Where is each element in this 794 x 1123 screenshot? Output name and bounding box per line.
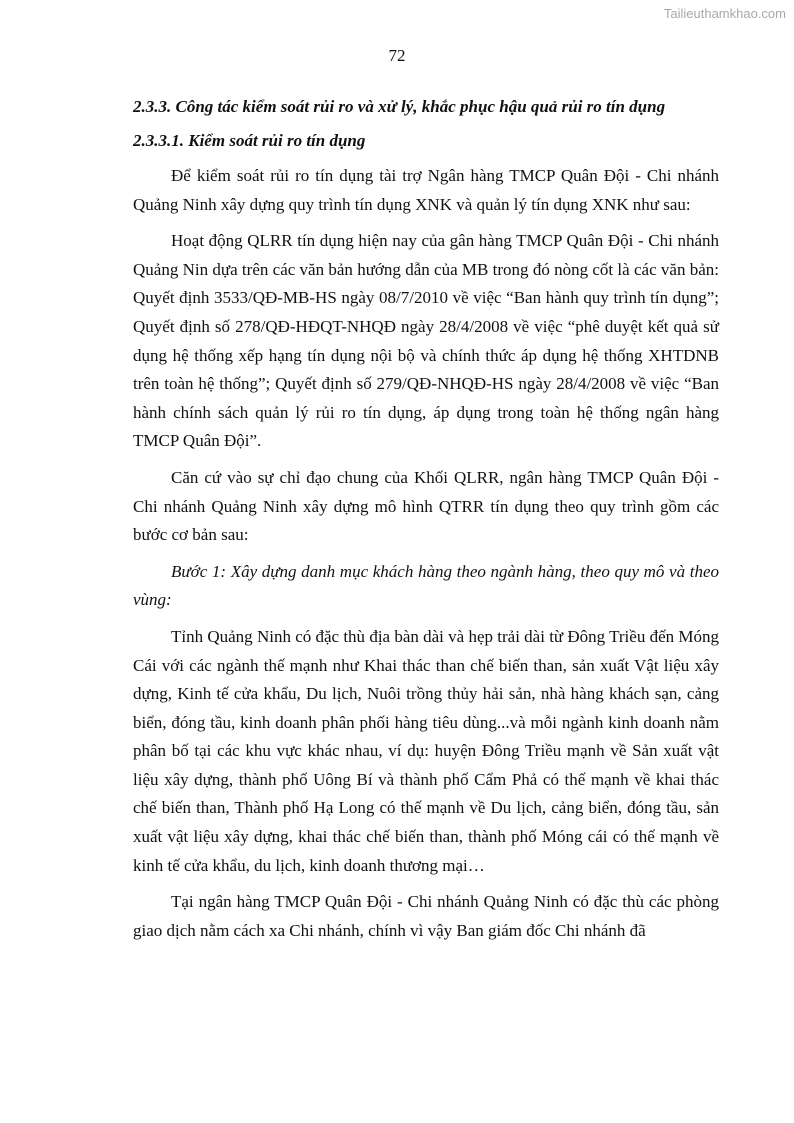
page-number: 72 — [388, 46, 406, 65]
subsection-heading: 2.3.3.1. Kiểm soát rủi ro tín dụng — [133, 131, 366, 150]
paragraph-1: Để kiểm soát rủi ro tín dụng tài trợ Ngân hàng TMCP Quân Đội - Chi nhánh Quảng Ninh xây dựng quy trình tín dụng XNK và quản lý tín dụng XNK như sau: — [133, 166, 719, 214]
paragraph-4: Tỉnh Quảng Ninh có đặc thù địa bàn dài và hẹp trải dài từ Đông Triều đến Móng Cái với các ngành thế mạnh như Khai thác than chế biến than, sản xuất Vật liệu xây dựng, Kinh tế cửa khẩu, Du lịch, Nuôi trồng thủy hải sản, nhà hàng khách sạn, cảng biển, đóng tầu, kinh doanh phân phối hàng tiêu dùng...và mỗi ngành kinh doanh nằm phân bố tại các khu vực khác nhau, ví dụ: huyện Đông Triều mạnh về Sản xuất vật liệu xây dựng, thành phố Uông Bí và thành phố Cẩm Phả có thế mạnh về khai thác chế biến than, Thành phố Hạ Long có thế mạnh về Du lịch, cảng biển, đóng tầu, sản xuất vật liệu xây dựng, khai thác chế biến than, thành phố Móng cái có thế mạnh về kinh tế cửa khẩu, du lịch, kinh doanh thương mại… — [133, 626, 719, 875]
step-1-heading: Bước 1: Xây dựng danh mục khách hàng theo ngành hàng, theo quy mô và theo vùng: — [133, 561, 719, 610]
paragraph-5: Tại ngân hàng TMCP Quân Đội - Chi nhánh Quảng Ninh có đặc thù các phòng giao dịch nằm cách xa Chi nhánh, chính vì vậy Ban giám đốc Chi nhánh đã — [133, 892, 719, 940]
paragraph-2: Hoạt động QLRR tín dụng hiện nay của gân hàng TMCP Quân Đội - Chi nhánh Quảng Nin dựa trên các văn bản hướng dẫn của MB trong đó nòng cốt là các văn bản: Quyết định 3533/QĐ-MB-HS ngày 08/7/2010 về việc “Ban hành quy trình tín dụng”; Quyết định số 278/QĐ-HĐQT-NHQĐ ngày 28/4/2008 về việc “phê duyệt kết quả sử dụng hệ thống xếp hạng tín dụng nội bộ và chính thức áp dụng hệ thống XHTDNB trên toàn hệ thống”; Quyết định số 279/QĐ-NHQĐ-HS ngày 28/4/2008 về việc “Ban hành chính sách quản lý rủi ro tín dụng, áp dụng trong toàn hệ thống ngân hàng TMCP Quân Đội”. — [133, 231, 719, 451]
document-body — [133, 94, 719, 945]
section-heading: 2.3.3. Công tác kiểm soát rủi ro và xử lý, khắc phục hậu quả rủi ro tín dụng — [133, 97, 666, 116]
paragraph-3: Căn cứ vào sự chỉ đạo chung của Khối QLRR, ngân hàng TMCP Quân Đội - Chi nhánh Quảng Ninh xây dựng mô hình QTRR tín dụng theo quy trình gồm các bước cơ bản sau: — [133, 467, 719, 545]
watermark-text: Tailieuthamkhao.com — [663, 6, 786, 21]
